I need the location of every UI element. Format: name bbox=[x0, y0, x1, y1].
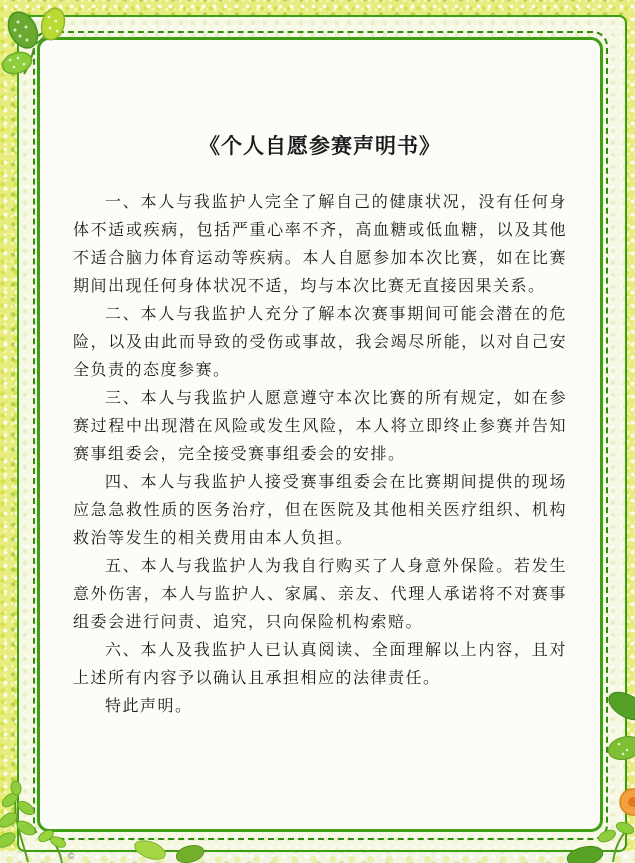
copyright-watermark: © bbox=[68, 851, 75, 861]
declaration-paragraph-4: 四、本人与我监护人接受赛事组委会在比赛期间提供的现场应急急救性质的医务治疗，但在医院及其他相关医疗组织、机构救治等发生的相关费用由本人负担。 bbox=[73, 474, 567, 547]
declaration-paragraph-2: 二、本人与我监护人充分了解本次赛事期间可能会潜在的危险，以及由此而导致的受伤或事故，我会竭尽所能，以对自己安全负责的态度参赛。 bbox=[73, 306, 567, 379]
closing-statement: 特此声明。 bbox=[105, 698, 193, 715]
bottom-floral-strip bbox=[0, 851, 635, 863]
declaration-document bbox=[40, 40, 600, 721]
declaration-paragraph-6: 六、本人及我监护人已认真阅读、全面理解以上内容，且对上述所有内容予以确认且承担相应的法律责任。 bbox=[73, 642, 567, 687]
declaration-paragraph-3: 三、本人与我监护人愿意遵守本次比赛的所有规定，如在参赛过程中出现潜在风险或发生风险，本人将立即终止参赛并告知赛事组委会，完全接受赛事组委会的安排。 bbox=[73, 390, 567, 463]
paper-sheet bbox=[37, 37, 603, 832]
declaration-paragraph-5: 五、本人与我监护人为我自行购买了人身意外保险。若发生意外伤害，本人与监护人、家属、亲友、代理人承诺将不对赛事组委会进行问责、追究，只向保险机构索赔。 bbox=[73, 558, 567, 631]
declaration-paragraph-1: 一、本人与我监护人完全了解自己的健康状况，没有任何身体不适或疾病，包括严重心率不齐，高血糖或低血糖，以及其他不适合脑力体育运动等疾病。本人自愿参加本次比赛，如在比赛期间出现任何身体状况不适，均与本次比赛无直接因果关系。 bbox=[73, 194, 567, 295]
page-title: 《个人自愿参赛声明书》 bbox=[199, 134, 441, 158]
